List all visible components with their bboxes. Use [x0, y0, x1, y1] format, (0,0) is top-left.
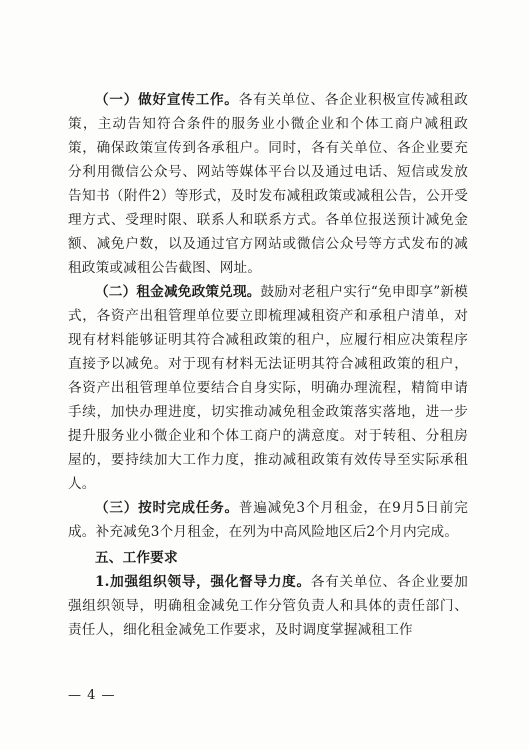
paragraph-lead: （三）按时完成任务。 [95, 500, 239, 516]
paragraph-lead: 1.加强组织领导，强化督导力度。 [95, 574, 311, 590]
paragraph-organization [68, 570, 468, 642]
paragraph-rent-reduction [68, 280, 468, 496]
paragraph-publicity [68, 88, 468, 280]
paragraph-text: 各有关单位、各企业要加强组织领导，明确租金减免工作分管负责人和具体的责任部门、责任人，细化租金减免工作要求，及时调度掌握减租工作 [68, 574, 468, 638]
section-heading: 五、工作要求 [95, 550, 178, 566]
paragraph-lead: （一）做好宣传工作。 [95, 92, 239, 108]
paragraph-text: 普遍减免3个月租金，在9月5日前完成。补充减免3个月租金，在列为中高风险地区后2个月内完成。 [68, 500, 468, 540]
paragraph-lead: （二）租金减免政策兑现。 [95, 284, 261, 300]
document-body [68, 88, 468, 642]
paragraph-text: 鼓励对老租户实行“免申即享”新模式，各资产出租管理单位要立即梳理减租资产和承租户清单，对现有材料能够证明其符合减租政策的租户，应履行相应决策程序直接予以减免。对于现有材料无法证明其符合减租政策的租户，各资产出租管理单位要结合自身实际，明确办理流程，精简申请手续，加快办理进度，切实推动减免租金政策落实落地，进一步提升服务业小微企业和个体工商户的满意度。对于转租、分租房屋的，要持续加大工作力度，推动减租政策有效传导至实际承租人。 [68, 284, 468, 492]
paragraph-deadline [68, 496, 468, 544]
paragraph-text: 各有关单位、各企业积极宣传减租政策，主动告知符合条件的服务业小微企业和个体工商户减租政策，确保政策宣传到各承租户。同时，各有关单位、各企业要充分利用微信公众号、网站等媒体平台以及通过电话、短信或发放告知书（附件2）等形式，及时发布减租政策或减租公告，公开受理方式、受理时限、联系人和联系方式。各单位报送预计减免金额、减免户数，以及通过官方网站或微信公众号等方式发布的减租政策或减租公告截图、网址。 [68, 92, 469, 276]
page-number: — 4 — [68, 688, 116, 703]
